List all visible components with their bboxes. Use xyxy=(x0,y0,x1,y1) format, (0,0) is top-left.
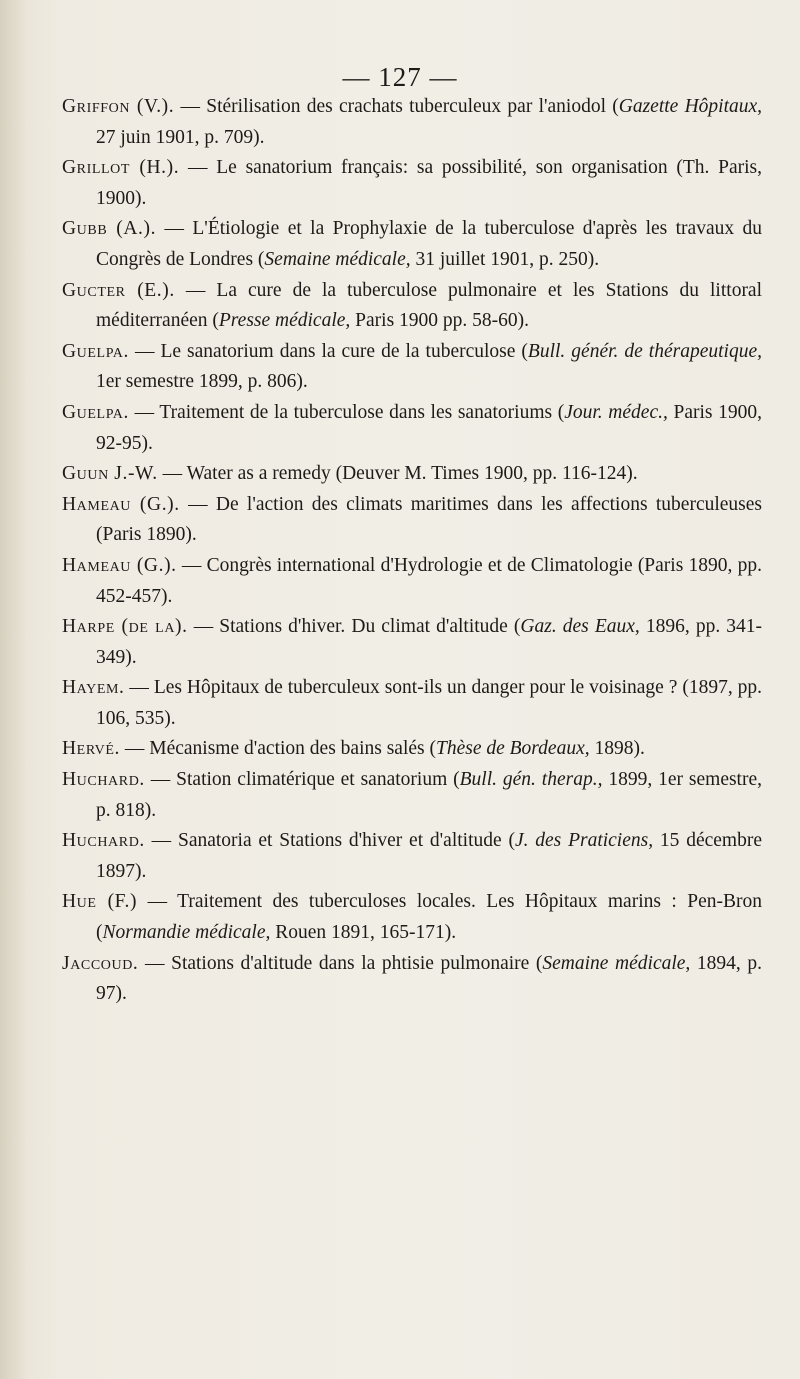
entry-author: Guelpa. xyxy=(62,401,129,423)
entry-author: Harpe (de la). xyxy=(62,616,188,638)
entry-source: Presse médicale, xyxy=(218,310,351,332)
entry-description: — Traitement des tuberculoses locales. Les Hôpitaux marins : Pen-Bron ( xyxy=(96,891,763,944)
bibliography-entry xyxy=(62,826,762,887)
entry-details: Paris 1900 pp. 58-60). xyxy=(350,310,530,332)
entry-author: Guun J.-W. xyxy=(62,463,158,485)
entry-details: 1899, 1er semestre, p. 818). xyxy=(96,769,762,821)
entry-description: — Water as a remedy (Deuver M. Times 1900, pp. 116-124). xyxy=(162,463,638,485)
entry-description: — Le sanatorium dans la cure de la tuberculose ( xyxy=(134,340,528,362)
entry-description: — Mécanisme d'action des bains salés ( xyxy=(124,738,436,760)
entry-description: — Station climatérique et sanatorium ( xyxy=(150,769,460,791)
entry-description: — Les Hôpitaux de tuberculeux sont-ils un danger pour le voisinage ? (1897, pp. 106, 535). xyxy=(96,677,762,729)
entry-author: Jaccoud. xyxy=(62,952,139,974)
entry-details: 1898). xyxy=(589,738,645,760)
bibliography-entry xyxy=(62,92,762,153)
entry-source: Bull. gén. therap., xyxy=(459,769,603,791)
bibliography-entry xyxy=(62,276,762,337)
entry-details: 15 décembre 1897). xyxy=(96,830,762,882)
entry-source: Semaine médicale, xyxy=(542,952,691,974)
bibliography-entry xyxy=(62,673,762,734)
bibliography-entry xyxy=(62,459,762,490)
entry-author: Gubb (A.). xyxy=(62,218,157,240)
entry-source: Bull. génér. de thérapeutique, xyxy=(527,340,762,362)
entry-description: — L'Étiologie et la Prophylaxie de la tuberculose d'après les travaux du Congrès de Londres ( xyxy=(96,218,763,270)
entry-details: 27 juin 1901, p. 709). xyxy=(96,126,265,148)
bibliography-entry xyxy=(62,153,762,214)
bibliography-entry xyxy=(62,214,762,275)
entry-details: Rouen 1891, 165-171). xyxy=(270,922,457,944)
entry-details: 1894, p. 97). xyxy=(96,952,763,1005)
entry-author: Hervé. xyxy=(62,738,120,760)
bibliography-entry xyxy=(62,490,762,551)
entry-source: Semaine médicale, xyxy=(264,248,411,270)
entry-source: Jour. médec., xyxy=(564,401,668,423)
bibliography-entry xyxy=(62,887,762,948)
bibliography-entry xyxy=(62,949,762,1010)
entry-details: 1896, pp. 341-349). xyxy=(96,616,763,668)
bibliography-entry xyxy=(62,337,762,398)
entry-description: — Congrès international d'Hydrologie et de Climatologie (Paris 1890, pp. 452-457). xyxy=(96,554,762,607)
entry-description: — Stérilisation des crachats tuberculeux par l'aniodol ( xyxy=(180,96,619,117)
bibliography-entry xyxy=(62,612,762,673)
entry-source: Gazette Hôpitaux, xyxy=(618,96,763,117)
entry-author: Grillot (H.). xyxy=(62,157,180,179)
page-number: — 127 — xyxy=(342,62,458,92)
entry-author: Hameau (G.). xyxy=(62,554,177,576)
entry-author: Hameau (G.). xyxy=(62,493,180,515)
entry-author: Gucter (E.). xyxy=(62,279,175,301)
entry-description: — Le sanatorium français: sa possibilité, son organisation (Th. Paris, 1900). xyxy=(96,157,763,209)
entry-source: Thèse de Bordeaux, xyxy=(435,738,590,760)
entry-description: — De l'action des climats maritimes dans les affections tuberculeuses (Paris 1890). xyxy=(96,493,763,546)
entry-source: J. des Praticiens, xyxy=(514,830,654,852)
bibliography-entry xyxy=(62,734,762,765)
entry-description: — Stations d'altitude dans la phtisie pulmonaire ( xyxy=(145,952,543,974)
entry-source: Normandie médicale, xyxy=(102,922,271,944)
entry-details: 1er semestre 1899, p. 806). xyxy=(96,371,308,393)
bibliography-list xyxy=(62,92,762,1010)
entry-author: Guelpa. xyxy=(62,340,129,362)
entry-description: — Traitement de la tuberculose dans les sanatoriums ( xyxy=(134,401,565,423)
entry-author: Huchard. xyxy=(62,830,145,852)
entry-author: Hue (F.) xyxy=(62,891,138,913)
entry-description: — Sanatoria et Stations d'hiver et d'altitude ( xyxy=(151,830,515,852)
entry-details: 31 juillet 1901, p. 250). xyxy=(410,248,600,270)
entry-description: — Stations d'hiver. Du climat d'altitude ( xyxy=(193,616,521,638)
entry-author: Griffon (V.). xyxy=(62,96,175,117)
entry-source: Gaz. des Eaux, xyxy=(520,616,640,638)
bibliography-entry xyxy=(62,398,762,459)
bibliography-entry xyxy=(62,551,762,612)
bibliography-entry xyxy=(62,765,762,826)
entry-author: Hayem. xyxy=(62,677,125,699)
entry-description: — La cure de la tuberculose pulmonaire et les Stations du littoral méditerranéen ( xyxy=(96,279,763,332)
entry-details: Paris 1900, 92-95). xyxy=(96,401,763,454)
entry-author: Huchard. xyxy=(62,769,145,791)
